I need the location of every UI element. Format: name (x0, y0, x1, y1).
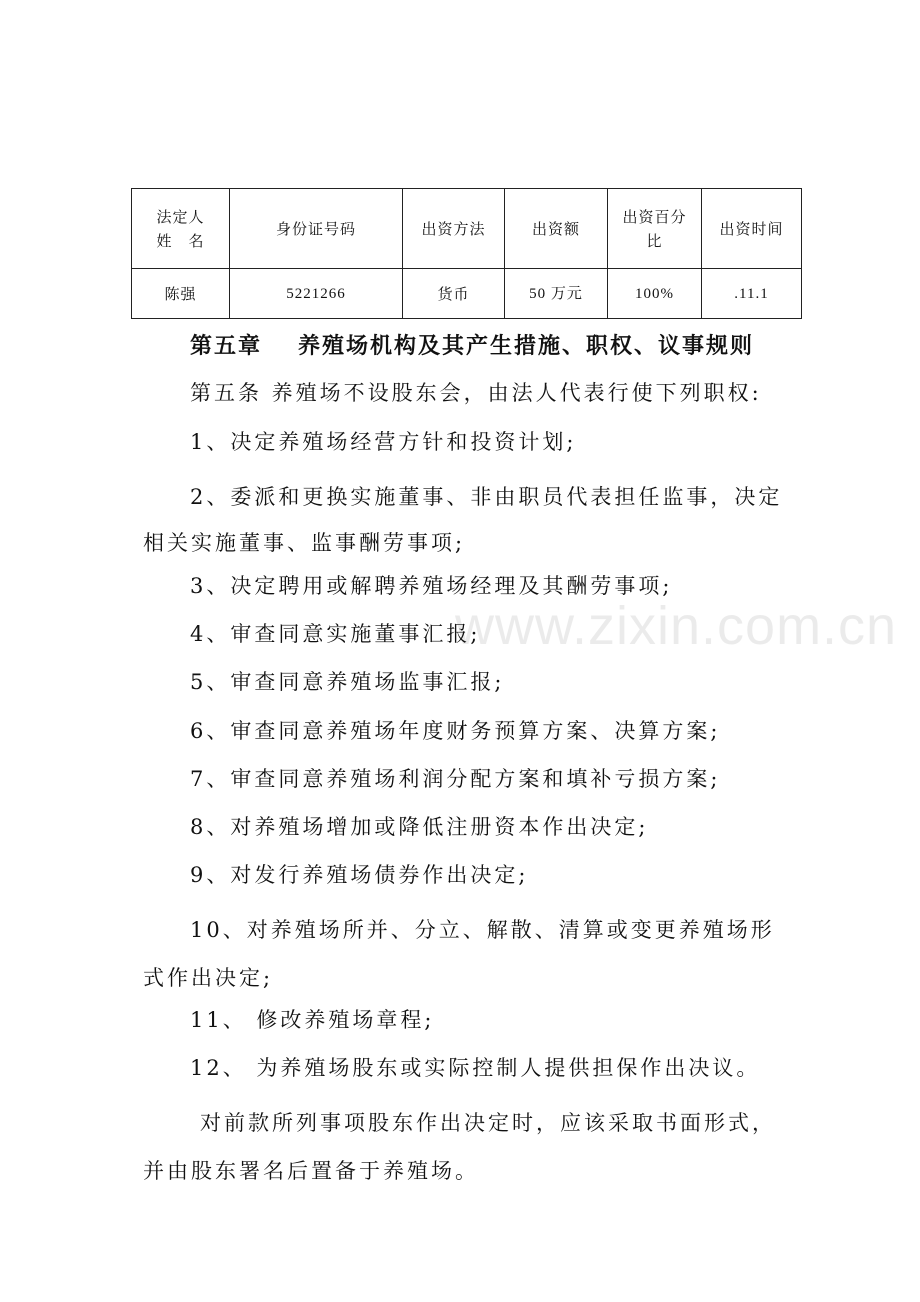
list-item-4: 4、审查同意实施董事汇报; (190, 622, 481, 646)
list-item-10: 10、对养殖场所并、分立、解散、清算或变更养殖场形式作出决定; (143, 918, 775, 990)
header-percent-line1: 出资百分 (622, 207, 687, 226)
header-contribution-method: 出资方法 (403, 189, 505, 269)
header-contribution-amount: 出资额 (505, 189, 608, 269)
header-legal-person (132, 189, 230, 269)
chapter-number: 第五章 (190, 333, 263, 359)
list-item-7: 7、审查同意养殖场利润分配方案和填补亏损方案; (190, 767, 721, 791)
list-item-2: 2、委派和更换实施董事、非由职员代表担任监事，决定相关实施董事、监事酬劳事项; (143, 485, 783, 555)
closing-paragraph: 对前款所列事项股东作出决定时，应该采取书面形式，并由股东署名后置备于养殖场。 (143, 1111, 776, 1183)
cell-percent: 100% (608, 269, 702, 319)
cell-id-number: 5221266 (230, 269, 403, 319)
table-row (132, 269, 802, 319)
header-contribution-percent (608, 189, 702, 269)
cell-amount: 50 万元 (505, 269, 608, 319)
header-id-number: 身份证号码 (230, 189, 403, 269)
watermark-text: www.zixin.com.cn (455, 596, 898, 656)
header-legal-person-line2: 姓 名 (156, 231, 205, 250)
header-contribution-time: 出资时间 (702, 189, 802, 269)
list-item-8: 8、对养殖场增加或降低注册资本作出决定; (190, 815, 649, 839)
cell-name: 陈强 (132, 269, 230, 319)
header-percent-line2: 比 (646, 231, 663, 250)
header-legal-person-line1: 法定人 (156, 207, 205, 226)
investor-table (131, 188, 802, 319)
chapter-heading (190, 329, 754, 360)
list-item-12: 12、 为养殖场股东或实际控制人提供担保作出决议。 (190, 1056, 761, 1080)
cell-time: .11.1 (702, 269, 802, 319)
cell-method: 货币 (403, 269, 505, 319)
list-item-1: 1、决定养殖场经营方针和投资计划; (190, 430, 577, 454)
table-header-row (132, 189, 802, 269)
list-item-6: 6、审查同意养殖场年度财务预算方案、决算方案; (190, 719, 721, 743)
article-5: 第五条 养殖场不设股东会，由法人代表行使下列职权: (190, 381, 762, 405)
list-item-5: 5、审查同意养殖场监事汇报; (190, 670, 505, 694)
list-item-3: 3、决定聘用或解聘养殖场经理及其酬劳事项; (190, 574, 673, 598)
list-item-9: 9、对发行养殖场债券作出决定; (190, 863, 529, 887)
chapter-title: 养殖场机构及其产生措施、职权、议事规则 (298, 333, 755, 359)
list-item-11: 11、 修改养殖场章程; (190, 1008, 435, 1032)
